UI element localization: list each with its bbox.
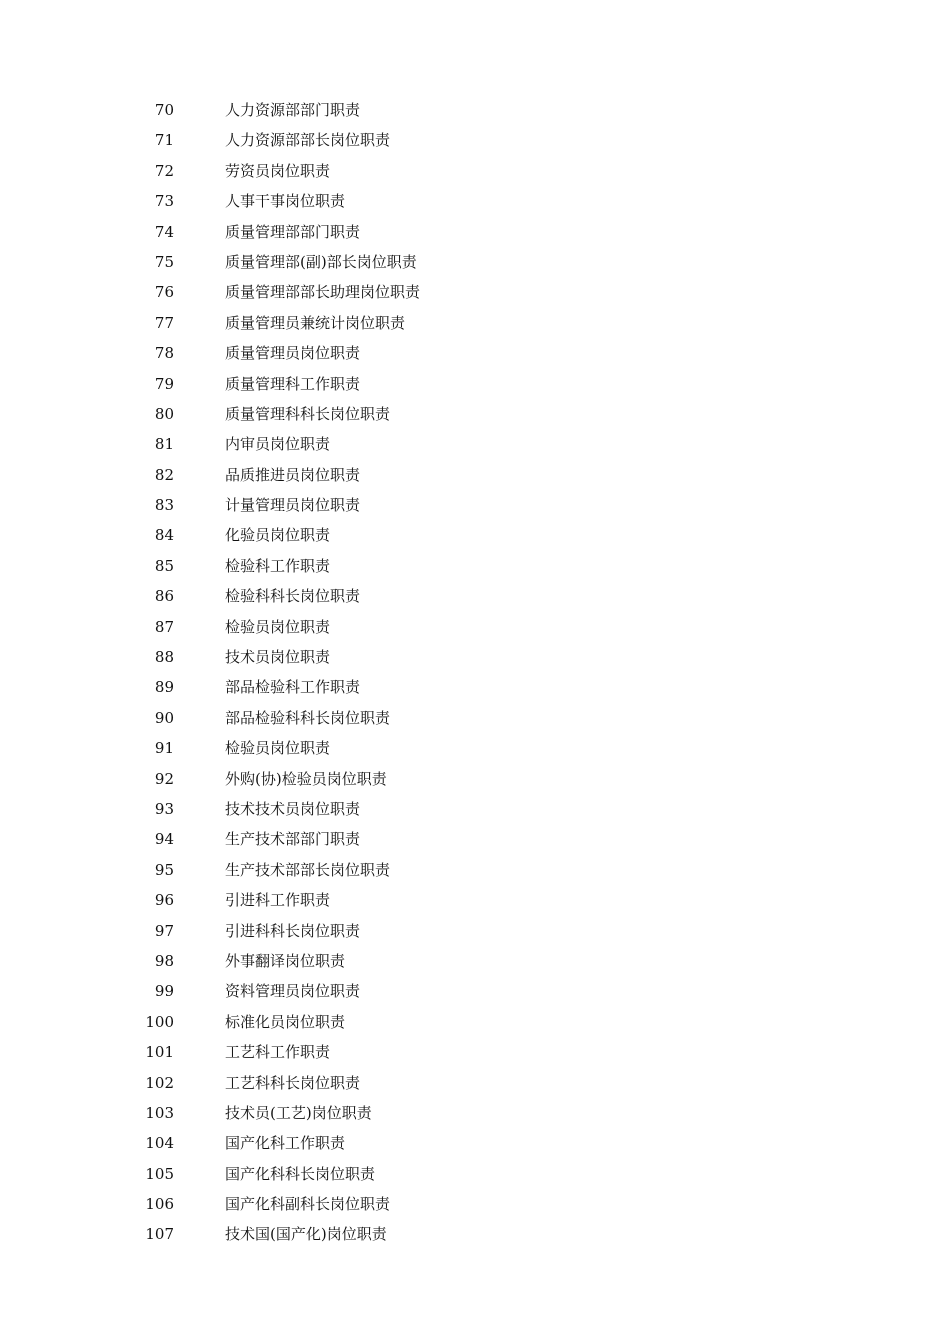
- item-title: 技术国(国产化)岗位职责: [225, 1225, 387, 1244]
- item-title: 标准化员岗位职责: [225, 1012, 346, 1031]
- list-item: [0, 946, 950, 976]
- item-number: 97: [154, 921, 174, 940]
- item-number: 91: [154, 739, 174, 758]
- item-title: 劳资员岗位职责: [225, 161, 331, 180]
- item-number: 103: [145, 1103, 174, 1122]
- item-number: 81: [154, 435, 174, 454]
- list-item: [0, 156, 950, 186]
- item-number: 92: [154, 769, 174, 788]
- item-number: 70: [154, 101, 174, 119]
- list-item: [0, 885, 950, 915]
- list-item: [0, 125, 950, 155]
- list-item: [0, 916, 950, 946]
- item-number: 74: [154, 222, 174, 241]
- list-item: [0, 612, 950, 642]
- list-item: [0, 399, 950, 429]
- item-number: 98: [154, 951, 174, 970]
- list-item: [0, 429, 950, 459]
- item-title: 生产技术部部门职责: [225, 830, 361, 849]
- list-item: [0, 520, 950, 550]
- item-title: 部品检验科科长岗位职责: [225, 708, 391, 727]
- list-item: [0, 1159, 950, 1189]
- list-item: [0, 642, 950, 672]
- list-item: [0, 703, 950, 733]
- item-title: 生产技术部部长岗位职责: [225, 860, 391, 879]
- list-item: [0, 733, 950, 763]
- list-item: [0, 581, 950, 611]
- list-item: [0, 1037, 950, 1067]
- item-title: 国产化科工作职责: [225, 1134, 346, 1153]
- list-item: [0, 824, 950, 854]
- item-number: 76: [154, 283, 174, 302]
- item-number: 107: [145, 1225, 174, 1244]
- item-number: 102: [145, 1073, 174, 1092]
- item-title: 质量管理科工作职责: [225, 374, 361, 393]
- item-number: 85: [154, 556, 174, 575]
- item-number: 101: [145, 1043, 174, 1062]
- list-item: [0, 1068, 950, 1098]
- item-number: 86: [154, 587, 174, 606]
- item-number: 77: [154, 313, 174, 332]
- item-number: 96: [154, 891, 174, 910]
- item-title: 引进科工作职责: [225, 891, 331, 910]
- list-item: [0, 1219, 950, 1249]
- item-title: 资料管理员岗位职责: [225, 982, 361, 1001]
- list-item: [0, 308, 950, 338]
- item-title: 检验科工作职责: [225, 556, 331, 575]
- item-title: 部品检验科工作职责: [225, 678, 361, 697]
- list-item: [0, 672, 950, 702]
- list-item: [0, 794, 950, 824]
- item-number: 75: [154, 252, 174, 271]
- item-title: 国产化科科长岗位职责: [225, 1164, 376, 1183]
- item-title: 内审员岗位职责: [225, 435, 331, 454]
- item-title: 计量管理员岗位职责: [225, 496, 361, 515]
- item-number: 105: [145, 1164, 174, 1183]
- item-title: 质量管理部(副)部长岗位职责: [225, 252, 417, 271]
- item-title: 工艺科科长岗位职责: [225, 1073, 361, 1092]
- item-number: 90: [154, 708, 174, 727]
- item-title: 质量管理科科长岗位职责: [225, 404, 391, 423]
- list-item: [0, 369, 950, 399]
- item-number: 72: [154, 161, 174, 180]
- list-item: [0, 186, 950, 216]
- item-number: 82: [154, 465, 174, 484]
- list-item: [0, 460, 950, 490]
- item-title: 工艺科工作职责: [225, 1043, 331, 1062]
- item-number: 78: [154, 344, 174, 363]
- item-title: 引进科科长岗位职责: [225, 921, 361, 940]
- item-number: 89: [154, 678, 174, 697]
- list-item: [0, 277, 950, 307]
- list-item: [0, 764, 950, 794]
- item-title: 质量管理员岗位职责: [225, 344, 361, 363]
- list-item: [0, 1098, 950, 1128]
- item-number: 104: [145, 1134, 174, 1153]
- item-number: 95: [154, 860, 174, 879]
- item-title: 外购(协)检验员岗位职责: [225, 769, 387, 788]
- item-title: 质量管理部部门职责: [225, 222, 361, 241]
- list-item: [0, 338, 950, 368]
- item-title: 化验员岗位职责: [225, 526, 331, 545]
- duty-list: [0, 95, 950, 1250]
- item-number: 71: [154, 131, 174, 150]
- list-item: [0, 247, 950, 277]
- item-title: 质量管理部部长助理岗位职责: [225, 283, 421, 302]
- item-title: 检验员岗位职责: [225, 739, 331, 758]
- item-number: 73: [154, 192, 174, 211]
- item-number: 93: [154, 799, 174, 818]
- item-title: 检验科科长岗位职责: [225, 587, 361, 606]
- item-title: 人事干事岗位职责: [225, 192, 346, 211]
- list-item: [0, 1128, 950, 1158]
- list-item: [0, 95, 950, 125]
- item-title: 检验员岗位职责: [225, 617, 331, 636]
- list-item: [0, 1007, 950, 1037]
- item-title: 技术技术员岗位职责: [225, 799, 361, 818]
- item-title: 品质推进员岗位职责: [225, 465, 361, 484]
- item-title: 人力资源部部门职责: [225, 101, 361, 119]
- item-title: 外事翻译岗位职责: [225, 951, 346, 970]
- item-title: 技术员岗位职责: [225, 648, 331, 667]
- list-item: [0, 1189, 950, 1219]
- item-number: 80: [154, 404, 174, 423]
- item-number: 79: [154, 374, 174, 393]
- list-item: [0, 551, 950, 581]
- list-item: [0, 855, 950, 885]
- item-title: 质量管理员兼统计岗位职责: [225, 313, 406, 332]
- item-number: 106: [145, 1195, 174, 1214]
- item-number: 99: [154, 982, 174, 1001]
- list-item: [0, 490, 950, 520]
- list-item: [0, 217, 950, 247]
- item-number: 83: [154, 496, 174, 515]
- document-page: [0, 95, 950, 1250]
- item-number: 87: [154, 617, 174, 636]
- list-item: [0, 976, 950, 1006]
- item-number: 100: [145, 1012, 174, 1031]
- item-title: 国产化科副科长岗位职责: [225, 1195, 391, 1214]
- item-number: 84: [154, 526, 174, 545]
- item-title: 技术员(工艺)岗位职责: [225, 1103, 372, 1122]
- item-number: 88: [154, 648, 174, 667]
- item-title: 人力资源部部长岗位职责: [225, 131, 391, 150]
- item-number: 94: [154, 830, 174, 849]
